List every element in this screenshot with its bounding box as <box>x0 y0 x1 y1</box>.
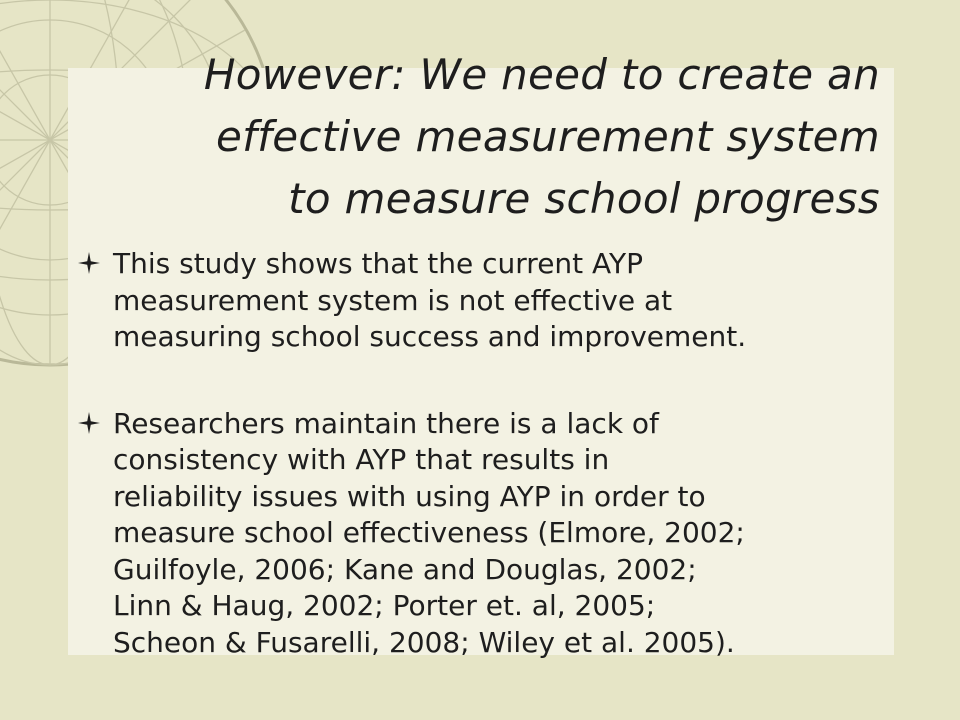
slide-title <box>90 44 880 230</box>
bullet-list <box>78 246 878 711</box>
title-line: However: We need to create an <box>203 50 880 99</box>
bullet-line: Linn & Haug, 2002; Porter et. al, 2005; <box>113 589 656 622</box>
bullet-line: measure school effectiveness (Elmore, 2002; <box>113 516 745 549</box>
four-point-star-icon <box>78 252 100 274</box>
bullet-line: Scheon & Fusarelli, 2008; Wiley et al. 2005). <box>113 625 735 659</box>
bullet-text <box>113 246 878 356</box>
bullet-line: measurement system is not effective at <box>113 283 673 317</box>
bullet-line: consistency with AYP that results in <box>113 443 610 476</box>
bullet-item <box>78 246 878 356</box>
bullet-line: Researchers maintain there is a lack of <box>113 406 659 440</box>
title-line: effective measurement system <box>215 112 880 161</box>
bullet-line: reliability issues with using AYP in order to <box>113 479 706 513</box>
bullet-line: This study shows that the current AYP <box>113 247 644 280</box>
bullet-item <box>78 406 878 662</box>
bullet-line: measuring school success and improvement. <box>113 320 747 353</box>
bullet-line: Guilfoyle, 2006; Kane and Douglas, 2002; <box>113 552 697 586</box>
four-point-star-icon <box>78 412 100 434</box>
bullet-text <box>113 406 878 662</box>
title-line: to measure school progress <box>288 174 880 223</box>
